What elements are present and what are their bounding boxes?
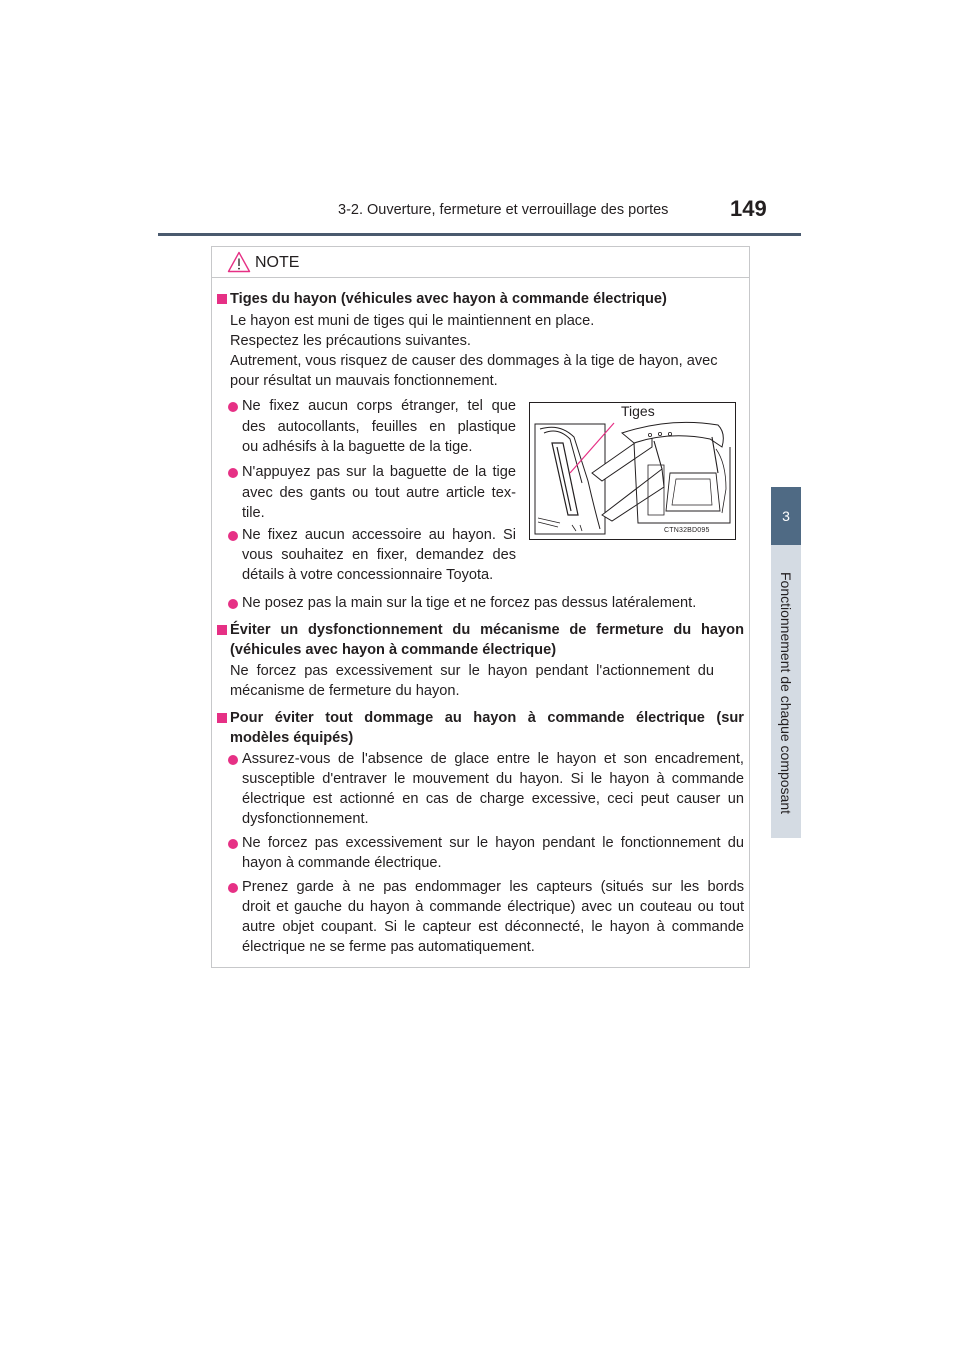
bullet-text: avec des gants ou tout autre article tex- xyxy=(242,485,516,501)
figure-code: CTN32BD095 xyxy=(664,527,710,534)
bullet-text: susceptible d'entraver le mouvement du hayon. Si le hayon à commande xyxy=(242,771,744,787)
section-heading-dommage: Pour éviter tout dommage au hayon à commande électrique (sur xyxy=(230,710,744,726)
bullet-marker xyxy=(228,531,238,541)
paragraph: Respectez les précautions suivantes. xyxy=(230,333,471,349)
bullet-text: droit et gauche du hayon à commande électrique) avec un couteau ou tout xyxy=(242,899,744,915)
chapter-title: Fonctionnement de chaque composant xyxy=(778,571,794,815)
bullet-text: vous souhaitez en fixer, demandez des xyxy=(242,547,516,563)
bullet-text: détails à votre concessionnaire Toyota. xyxy=(242,567,494,583)
paragraph: pour résultat un mauvais fonctionnement. xyxy=(230,373,498,389)
section-heading-fermeture: Éviter un dysfonctionnement du mécanisme de fermeture du hayon xyxy=(230,622,744,638)
bullet-text: Assurez-vous de l'absence de glace entre le hayon et son encadrement, xyxy=(242,751,744,767)
paragraph: Autrement, vous risquez de causer des dommages à la tige de hayon, avec xyxy=(230,353,718,369)
bullet-text: Ne posez pas la main sur la tige et ne forcez pas dessus latéralement. xyxy=(242,595,697,611)
tailgate-strut-figure xyxy=(529,402,736,540)
section-heading-fermeture-cont: (véhicules avec hayon à commande électrique) xyxy=(230,642,557,658)
page-number: 149 xyxy=(730,196,767,221)
header-section-title: 3-2. Ouverture, fermeture et verrouillage des portes xyxy=(338,202,669,218)
note-title: NOTE xyxy=(255,254,300,271)
tailgate-illustration xyxy=(530,403,735,539)
section-heading-dommage-cont: modèles équipés) xyxy=(230,730,354,746)
bullet-text: Prenez garde à ne pas endommager les capteurs (situés sur les bords xyxy=(242,879,744,895)
figure-label-tiges: Tiges xyxy=(621,403,655,419)
bullet-marker xyxy=(228,755,238,765)
bullet-text: Ne fixez aucun accessoire au hayon. Si xyxy=(242,527,516,543)
bullet-text: Ne forcez pas excessivement sur le hayon pendant le fonctionnement du xyxy=(242,835,744,851)
bullet-marker xyxy=(228,468,238,478)
bullet-text: hayon à commande électrique. xyxy=(242,855,442,871)
section-square-marker xyxy=(217,294,227,304)
paragraph: Ne forcez pas excessivement sur le hayon pendant l'actionnement du xyxy=(230,663,714,679)
chapter-number: 3 xyxy=(782,508,790,524)
section-square-marker xyxy=(217,625,227,635)
bullet-text: N'appuyez pas sur la baguette de la tige xyxy=(242,464,516,480)
note-header xyxy=(212,247,749,278)
bullet-text: Ne fixez aucun corps étranger, tel que xyxy=(242,398,516,414)
bullet-marker xyxy=(228,599,238,609)
bullet-text: électrique ne se ferme pas automatiquement. xyxy=(242,939,535,955)
paragraph: Le hayon est muni de tiges qui le maintiennent en place. xyxy=(230,313,595,329)
warning-triangle-icon xyxy=(227,251,251,273)
bullet-marker xyxy=(228,402,238,412)
bullet-marker xyxy=(228,883,238,893)
chapter-number-tab xyxy=(771,487,801,545)
bullet-text: électrique est actionné en cas de charge excessive, ceci peut causer un xyxy=(242,791,744,807)
bullet-text: dysfonctionnement. xyxy=(242,811,369,827)
paragraph: mécanisme de fermeture du hayon. xyxy=(230,683,460,699)
note-box xyxy=(211,246,750,968)
bullet-text: des autocollants, feuilles en plastique xyxy=(242,419,516,435)
bullet-marker xyxy=(228,839,238,849)
header-rule xyxy=(158,233,801,236)
bullet-text: ou adhésifs à la baguette de la tige. xyxy=(242,439,473,455)
section-heading-tiges: Tiges du hayon (véhicules avec hayon à commande électrique) xyxy=(230,291,667,307)
bullet-text: autre objet coupant. Si le capteur est déconnecté, le hayon à commande xyxy=(242,919,744,935)
bullet-text: tile. xyxy=(242,505,265,521)
section-square-marker xyxy=(217,713,227,723)
